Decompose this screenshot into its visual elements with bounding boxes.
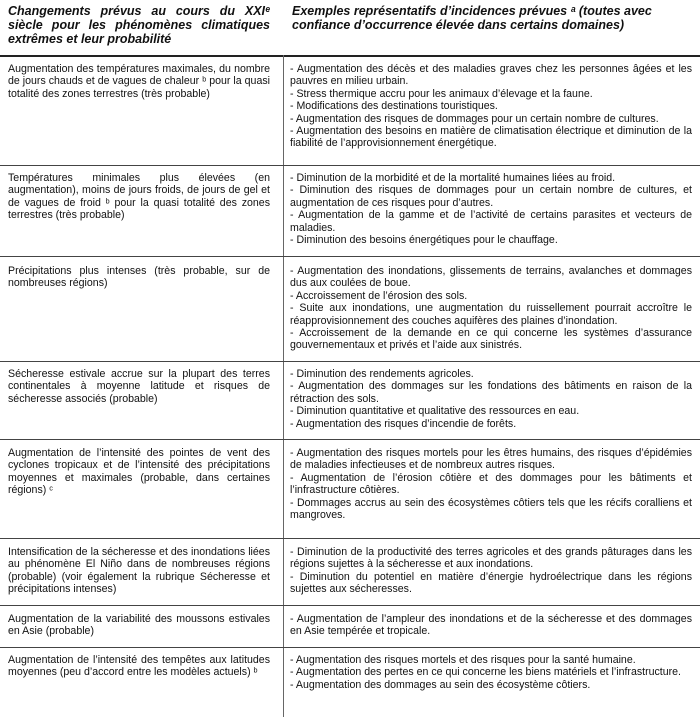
impact-item: - Augmentation de l’ampleur des inondations et de la sécheresse et des dommages en Asie tempérée et tropicale.	[290, 613, 692, 638]
column-header-impacts: Exemples représentatifs d’incidences prévues ᵃ (toutes avec confiance d’occurrence élevée dans certains domaines)	[292, 4, 652, 32]
impact-item: - Diminution des rendements agricoles.	[290, 368, 474, 380]
row-divider	[0, 361, 700, 362]
impact-item: - Diminution de la morbidité et de la mortalité humaines liées au froid.	[290, 172, 616, 184]
phenomenon-cell: Intensification de la sécheresse et des inondations liées au phénomène El Niño dans de nombreuses régions (probable) (voir également la rubrique Sécheresse et précipitations intenses)	[8, 546, 270, 596]
impact-item: - Diminution des besoins énergétiques pour le chauffage.	[290, 234, 558, 247]
impact-item: - Augmentation des besoins en matière de climatisation électrique et diminution de la fiabilité de l’approvisionnement énergétique.	[290, 125, 692, 150]
impact-item: - Augmentation des risques mortels pour les êtres humains, des risques d’épidémies de maladies infectieuses et de nombreux autres risques.	[290, 447, 692, 472]
impacts-cell	[290, 265, 692, 352]
column-header-phenomena: Changements prévus au cours du XXIᵉ siècle pour les phénomènes climatiques extrêmes et leur probabilité	[8, 4, 270, 46]
row-divider	[0, 165, 700, 166]
impact-item: - Diminution quantitative et qualitative des ressources en eau.	[290, 405, 580, 418]
row-divider	[0, 538, 700, 539]
header-rule	[0, 55, 700, 57]
impact-item: - Augmentation de la gamme et de l’activité de certains parasites et vecteurs de maladies.	[290, 209, 692, 234]
impact-item: - Augmentation des inondations, glissements de terrains, avalanches et dommages dus aux coulées de boue.	[290, 265, 692, 290]
impacts-cell	[290, 613, 692, 638]
impact-item: - Accroissement de l’érosion des sols.	[290, 289, 468, 302]
impact-item: - Diminution du potentiel en matière d’énergie hydroélectrique dans les régions sujettes aux sécheresses.	[290, 570, 692, 596]
impact-item: - Augmentation des risques d’incendie de forêts.	[290, 417, 517, 430]
row-divider	[0, 647, 700, 648]
impact-item: - Accroissement de la demande en ce qui concerne les systèmes d’assurance gouvernementaux et privés et l’aide aux sinistrés.	[290, 327, 692, 352]
phenomenon-cell: Augmentation de la variabilité des moussons estivales en Asie (probable)	[8, 613, 270, 638]
row-divider	[0, 605, 700, 606]
impacts-cell	[290, 447, 692, 521]
impact-item: - Augmentation des dommages sur les fondations des bâtiments en raison de la rétraction des sols.	[290, 380, 692, 405]
impact-item: - Augmentation des dommages au sein des écosystème côtiers.	[290, 678, 591, 691]
impact-item: - Stress thermique accru pour les animaux d’élevage et la faune.	[290, 87, 593, 100]
impact-item: - Diminution des risques de dommages pour un certain nombre de cultures, et augmentation de ces risques pour d’autres.	[290, 184, 692, 209]
column-divider	[283, 55, 284, 717]
impact-item: - Modifications des destinations touristiques.	[290, 100, 498, 113]
phenomenon-cell: Augmentation des températures maximales, du nombre de jours chauds et de vagues de chaleur ᵇ pour la quasi totalité des zones terrestres (très probable)	[8, 63, 270, 100]
row-divider	[0, 439, 700, 440]
impacts-cell	[290, 368, 692, 430]
phenomenon-cell: Sécheresse estivale accrue sur la plupart des terres continentales à moyenne latitude et risques de sécheresse associés (probable)	[8, 368, 270, 405]
impact-item: - Augmentation de l’érosion côtière et des dommages pour les bâtiments et l’infrastructure côtières.	[290, 471, 692, 497]
phenomenon-cell: Températures minimales plus élevées (en augmentation), moins de jours froids, de jours de gel et de vagues de froid ᵇ pour la quasi totalité des zones terrestres (très probable)	[8, 172, 270, 222]
impacts-cell	[290, 63, 692, 150]
phenomenon-cell: Augmentation de l’intensité des tempêtes aux latitudes moyennes (peu d’accord entre les modèles actuels) ᵇ	[8, 654, 270, 679]
impact-item: - Augmentation des pertes en ce qui concerne les biens matériels et l’infrastructure.	[290, 666, 681, 679]
impact-item: - Dommages accrus au sein des écosystèmes côtiers tels que les récifs coralliens et mangroves.	[290, 496, 692, 522]
impacts-cell	[290, 654, 692, 691]
phenomenon-cell: Précipitations plus intenses (très probable, sur de nombreuses régions)	[8, 265, 270, 290]
impact-item: - Augmentation des risques de dommages pour un certain nombre de cultures.	[290, 112, 659, 125]
impact-item: - Diminution de la productivité des terres agricoles et des grands pâturages dans les régions sujettes à la sécheresse et aux inondations.	[290, 546, 692, 571]
phenomenon-cell: Augmentation de l’intensité des pointes de vent des cyclones tropicaux et de l’intensité des précipitations moyennes et maximales (probable, dans certaines régions) ᶜ	[8, 447, 270, 497]
impact-item: - Augmentation des risques mortels et des risques pour la santé humaine.	[290, 654, 636, 666]
row-divider	[0, 256, 700, 257]
impact-item: - Augmentation des décès et des maladies graves chez les personnes âgées et les pauvres en milieu urbain.	[290, 63, 692, 88]
impacts-cell	[290, 172, 692, 246]
impacts-cell	[290, 546, 692, 596]
impact-item: - Suite aux inondations, une augmentation du ruissellement pourrait accroître le réapprovisionnement des couches aquifères des plaines d’inondation.	[290, 302, 692, 327]
